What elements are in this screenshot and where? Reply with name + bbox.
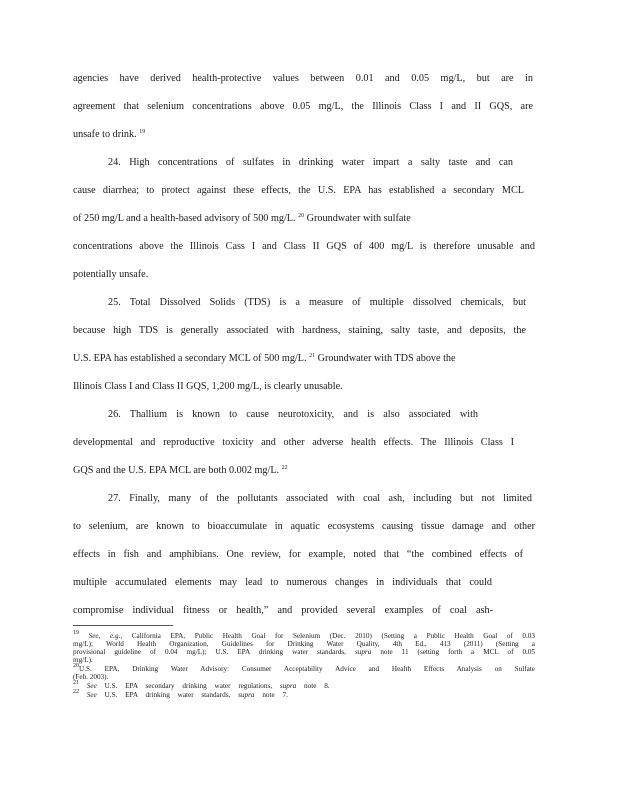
footnote-19-line (73, 656, 535, 664)
footnote-text: , California EPA, Public Health Goal for Selenium (Dec. 2010) (Setting a Public Health Goal of 0.03 (120, 632, 535, 640)
line-text: unsafe to drink. (73, 129, 137, 140)
line-text: cause diarrhea; to protect against these effects, the U.S. EPA has established a secondary MCL (73, 185, 524, 196)
footnote-text: U.S. EPA drinking water standards, (104, 691, 231, 699)
line-text: agreement that selenium concentrations above 0.05 mg/L, the Illinois Class I and II GQS, are (73, 101, 533, 112)
signal-text: See, e.g. (88, 632, 121, 640)
supra-text: supra (279, 682, 297, 690)
footnote-19-line (73, 648, 535, 656)
line-text: 25. Total Dissolved Solids (TDS) is a measure of multiple dissolved chemicals, but (108, 297, 526, 308)
footnote-22 (73, 691, 535, 699)
footnote-text: provisional guideline of 0.04 mg/L); U.S. EPA drinking water standards, (73, 648, 346, 656)
line-text: GQS and the U.S. EPA MCL are both 0.002 mg/L. (73, 465, 280, 476)
footnote-separator (73, 625, 173, 626)
body-line (73, 548, 523, 562)
line-text: 26. Thallium is known to cause neurotoxicity, and is also associated with (108, 409, 478, 420)
supra-text: supra (238, 691, 255, 699)
body-line (108, 156, 513, 170)
line-text: Illinois Class I and Class II GQS, 1,200 mg/L, is clearly unusable. (73, 381, 343, 392)
footnote-21 (73, 682, 535, 690)
footnote-text: note 7. (262, 691, 288, 699)
footnote-ref[interactable]: 19 (139, 129, 146, 135)
signal-text: See (86, 691, 97, 699)
footnote-number: 21 (73, 680, 79, 686)
line-text: multiple accumulated elements may lead to numerous changes in individuals that could (73, 577, 492, 588)
line-text: compromise individual fitness or health,” and provided several examples of coal ash- (73, 605, 493, 616)
body-line (73, 380, 533, 394)
body-line (73, 268, 533, 282)
body-line (108, 296, 526, 310)
footnote-text: (Feb. 2003). (73, 673, 109, 681)
body-line (73, 128, 533, 142)
footnote-text: U.S. EPA secondary drinking water regulations, (104, 682, 273, 690)
footnote-number: 20 (73, 663, 79, 669)
line-text: Groundwater with TDS above the (317, 353, 456, 364)
footnote-text: mg/L). (73, 656, 93, 664)
footnote-text: mg/L); World Health Organization, Guidelines for Drinking Water Quality, 4th Ed., 413 (2011) (Setting a (73, 640, 535, 648)
body-line (73, 576, 492, 590)
body-line (73, 72, 533, 86)
body-line (108, 492, 532, 506)
body-line (73, 324, 526, 338)
footnote-ref[interactable]: 21 (309, 353, 316, 359)
line-text: of 250 mg/L and a health-based advisory of 500 mg/L. (73, 213, 296, 224)
line-text: to selenium, are known to bioaccumulate in aquatic ecosystems causing tissue damage and other (73, 521, 535, 532)
body-line (73, 464, 533, 478)
body-line (73, 184, 524, 198)
body-line (73, 436, 514, 450)
body-line (73, 604, 493, 618)
signal-text: See (86, 682, 97, 690)
line-text: 24. High concentrations of sulfates in drinking water impart a salty taste and can (108, 157, 513, 168)
footnote-19-line (73, 640, 535, 648)
body-line (73, 352, 533, 366)
footnote-text: note 8. (304, 682, 330, 690)
line-text: because high TDS is generally associated with hardness, staining, salty taste, and deposits, the (73, 325, 526, 336)
body-line (73, 240, 535, 254)
body-line (108, 408, 478, 422)
body-line (73, 520, 535, 534)
body-line (73, 100, 533, 114)
footnote-20 (73, 665, 535, 673)
line-text: potentially unsafe. (73, 269, 149, 280)
line-text: agencies have derived health-protective values between 0.01 and 0.05 mg/L, but are in (73, 73, 533, 84)
line-text: U.S. EPA has established a secondary MCL of 500 mg/L. (73, 353, 307, 364)
line-text: Groundwater with sulfate (306, 213, 411, 224)
footnote-number: 19 (73, 630, 79, 636)
footnote-text: note 11 (setting forth a MCL of 0.05 (380, 648, 536, 656)
line-text: 27. Finally, many of the pollutants associated with coal ash, including but not limited (108, 493, 532, 504)
line-text: concentrations above the Illinois Cass I and Class II GQS of 400 mg/L is therefore unusable and (73, 241, 535, 252)
footnote-ref[interactable]: 20 (298, 213, 305, 219)
footnote-text: U.S. EPA, Drinking Water Advisory: Consumer Acceptability Advice and Health Effects Analysis on Sulfate (79, 665, 535, 673)
body-line (73, 212, 533, 226)
footnote-number: 22 (73, 689, 79, 695)
footnote-20-line (73, 673, 535, 681)
footnote-ref[interactable]: 22 (281, 465, 288, 471)
footnote-19 (73, 632, 535, 640)
supra-text: supra (354, 648, 372, 656)
line-text: effects in fish and amphibians. One review, for example, noted that “the combined effects of (73, 549, 523, 560)
line-text: developmental and reproductive toxicity and other adverse health effects. The Illinois Class I (73, 437, 514, 448)
